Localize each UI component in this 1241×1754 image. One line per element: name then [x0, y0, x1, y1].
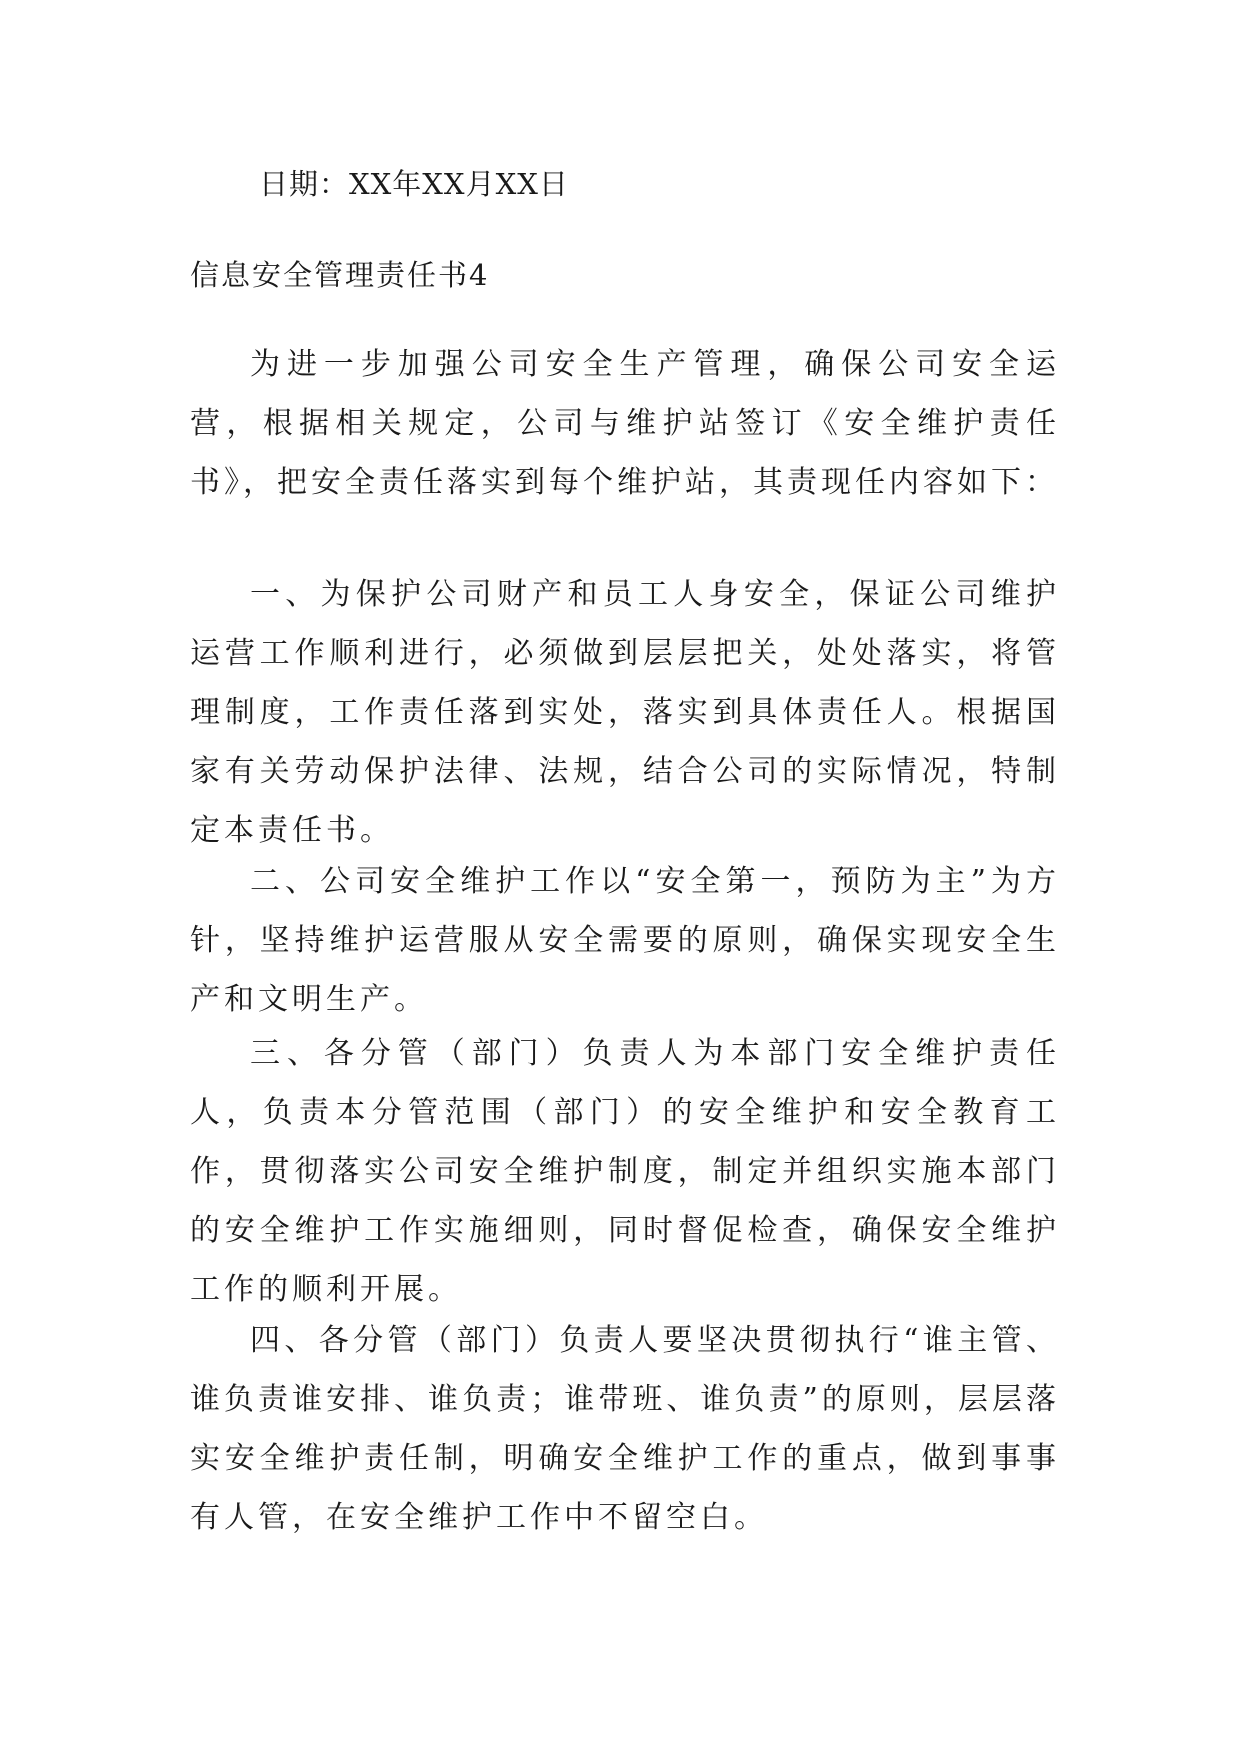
- date-line: 日期：XX年XX月XX日: [259, 167, 569, 201]
- clause-paragraph-4: 四、各分管（部门）负责人要坚决贯彻执行“谁主管、谁负责谁安排、谁负责；谁带班、谁负责”的原则，层层落实安全维护责任制，明确安全维护工作的重点，做到事事有人管，在安全维护工作中不留空白。: [190, 1323, 1060, 1535]
- clause-paragraph-3: 三、各分管（部门）负责人为本部门安全维护责任人，负责本分管范围（部门）的安全维护和安全教育工作，贯彻落实公司安全维护制度，制定并组织实施本部门的安全维护工作实施细则，同时督促检查，确保安全维护工作的顺利开展。: [190, 1036, 1060, 1307]
- document-title: 信息安全管理责任书4: [190, 258, 490, 292]
- clause-paragraph-1: 一、为保护公司财产和员工人身安全，保证公司维护运营工作顺利进行，必须做到层层把关，处处落实，将管理制度，工作责任落到实处，落实到具体责任人。根据国家有关劳动保护法律、法规，结合公司的实际情况，特制定本责任书。: [190, 577, 1060, 848]
- intro-paragraph: 为进一步加强公司安全生产管理，确保公司安全运营，根据相关规定，公司与维护站签订《安全维护责任书》，把安全责任落实到每个维护站，其责现任内容如下：: [190, 347, 1060, 500]
- clause-paragraph-2: 二、公司安全维护工作以“安全第一，预防为主”为方针，坚持维护运营服从安全需要的原则，确保实现安全生产和文明生产。: [190, 864, 1060, 1017]
